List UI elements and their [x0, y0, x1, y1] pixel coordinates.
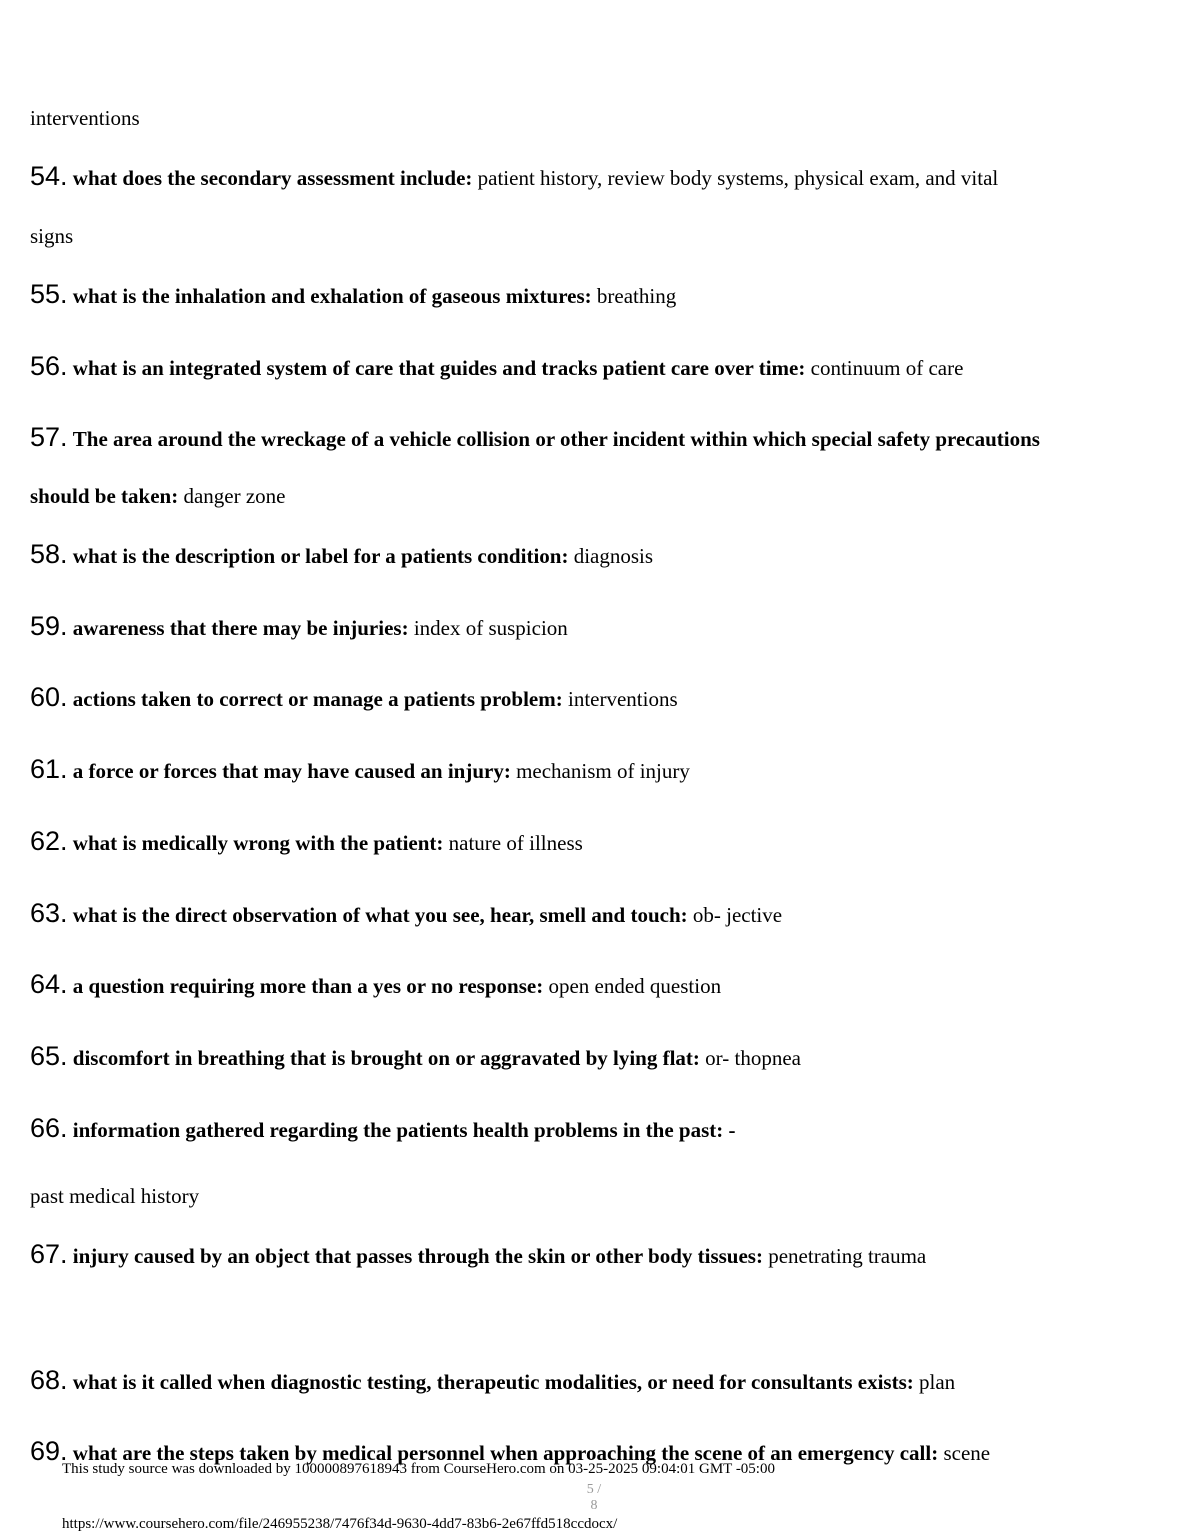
answer: patient history, review body systems, physical exam, and vital — [477, 166, 999, 190]
answer: plan — [919, 1370, 956, 1394]
question: awareness that there may be injuries: — [72, 616, 409, 640]
question: discomfort in breathing that is brought on or aggravated by lying flat: — [72, 1046, 700, 1070]
answer: penetrating trauma — [768, 1244, 927, 1268]
qa-item-59 — [30, 612, 1160, 642]
answer: diagnosis — [573, 544, 654, 568]
question: information gathered regarding the patients health problems in the past: - — [72, 1118, 736, 1142]
source-watermark: This study source was downloaded by 100000897618943 from CourseHero.com on 03-25-2025 09:04:01 GMT -05:00 — [62, 1461, 775, 1477]
answer: danger zone — [183, 484, 286, 508]
continuation-text: interventions — [30, 106, 140, 130]
question: what is the description or label for a patients condition: — [72, 544, 569, 568]
question: actions taken to correct or manage a patients problem: — [72, 687, 563, 711]
item-number: 69. — [30, 1436, 68, 1466]
qa-item-58 — [30, 540, 1160, 570]
answer-continuation: past medical history — [30, 1184, 200, 1208]
answer: or- thopnea — [705, 1046, 801, 1070]
item-number: 55. — [30, 279, 68, 309]
qa-item-66 — [30, 1114, 1160, 1144]
item-number: 61. — [30, 754, 68, 784]
page-number: 5 / 8 — [586, 1482, 602, 1513]
qa-item-63 — [30, 899, 1160, 929]
answer: continuum of care — [810, 356, 964, 380]
item-number: 56. — [30, 351, 68, 381]
qa-item-62 — [30, 827, 1160, 857]
qa-item-57-continuation — [30, 482, 1160, 510]
answer: index of suspicion — [413, 616, 568, 640]
qa-item-56 — [30, 352, 1160, 382]
item-number: 57. — [30, 422, 68, 452]
answer: open ended question — [548, 974, 722, 998]
item-number: 54. — [30, 161, 68, 191]
question: what is it called when diagnostic testing, therapeutic modalities, or need for consultants exists: — [72, 1370, 914, 1394]
question: what is an integrated system of care that guides and tracks patient care over time: — [72, 356, 806, 380]
item-number: 64. — [30, 969, 68, 999]
question: injury caused by an object that passes through the skin or other body tissues: — [72, 1244, 763, 1268]
item-number: 58. — [30, 539, 68, 569]
item-number: 60. — [30, 682, 68, 712]
qa-item-65 — [30, 1042, 1160, 1072]
qa-item-55 — [30, 280, 1160, 310]
answer: nature of illness — [448, 831, 583, 855]
item-number: 65. — [30, 1041, 68, 1071]
qa-item-67 — [30, 1240, 1160, 1270]
source-url: https://www.coursehero.com/file/246955238/7476f34d-9630-4dd7-83b6-2e67ffd518ccdocx/ — [62, 1516, 618, 1532]
qa-item-54 — [30, 162, 1160, 192]
question: a question requiring more than a yes or no response: — [72, 974, 544, 998]
answer: ob- jective — [692, 903, 783, 927]
question: The area around the wreckage of a vehicle collision or other incident within which special safety precautions — [72, 427, 1040, 451]
qa-item-68 — [30, 1366, 1160, 1396]
answer: interventions — [567, 687, 678, 711]
question: what does the secondary assessment include: — [72, 166, 473, 190]
question: what is medically wrong with the patient: — [72, 831, 444, 855]
question: what is the direct observation of what you see, hear, smell and touch: — [72, 903, 688, 927]
question-continuation: should be taken: — [30, 484, 179, 508]
item-number: 59. — [30, 611, 68, 641]
question: what are the steps taken by medical personnel when approaching the scene of an emergency call: — [72, 1441, 939, 1465]
qa-item-64 — [30, 970, 1160, 1000]
item-number: 68. — [30, 1365, 68, 1395]
qa-item-60 — [30, 683, 1160, 713]
answer-continuation: signs — [30, 224, 74, 248]
question: a force or forces that may have caused an injury: — [72, 759, 511, 783]
item-number: 66. — [30, 1113, 68, 1143]
item-number: 62. — [30, 826, 68, 856]
item-number: 63. — [30, 898, 68, 928]
answer: mechanism of injury — [516, 759, 690, 783]
question: what is the inhalation and exhalation of gaseous mixtures: — [72, 284, 592, 308]
answer: breathing — [596, 284, 677, 308]
qa-item-57 — [30, 423, 1160, 453]
answer: scene — [943, 1441, 991, 1465]
item-number: 67. — [30, 1239, 68, 1269]
qa-item-61 — [30, 755, 1160, 785]
